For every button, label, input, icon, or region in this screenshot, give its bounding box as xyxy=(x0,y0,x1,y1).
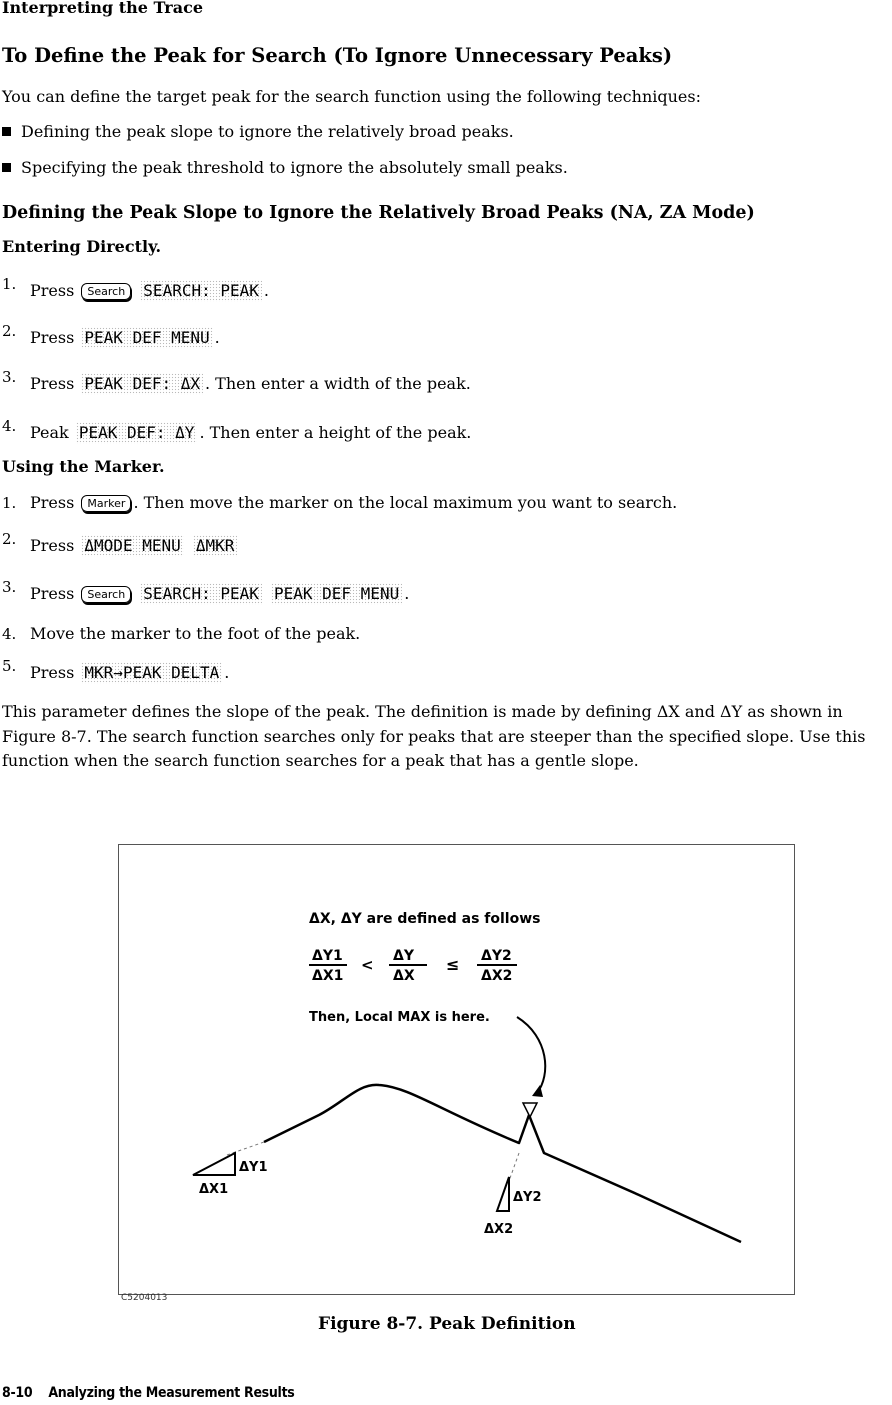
figure-caption: Figure 8-7. Peak Definition xyxy=(318,1314,576,1334)
step-verb: Press xyxy=(30,536,75,555)
slope-triangle-1 xyxy=(193,1153,235,1175)
step-number: 4. xyxy=(2,625,17,643)
search-hardkey: Search xyxy=(81,586,131,603)
step-number: 1. xyxy=(2,275,17,293)
step-verb: Press xyxy=(30,281,75,300)
bullet-text: Specifying the peak threshold to ignore the absolutely small peaks. xyxy=(21,158,568,177)
step-tail: . Then enter a height of the peak. xyxy=(199,423,472,442)
section-title: To Define the Peak for Search (To Ignore Unnecessary Peaks) xyxy=(2,44,673,67)
step-verb: Press xyxy=(30,493,75,512)
subsection-title: Defining the Peak Slope to Ignore the Relatively Broad Peaks (NA, ZA Mode) xyxy=(2,203,755,223)
figure-frame xyxy=(118,844,795,1295)
page-number: 8-10 xyxy=(2,1385,33,1401)
step-tail: . Then enter a width of the peak. xyxy=(205,374,471,393)
step-verb: Press xyxy=(30,328,75,347)
step-item xyxy=(2,368,471,395)
step-item xyxy=(2,578,410,605)
step-number: 4. xyxy=(2,417,17,435)
step-verb: Press xyxy=(30,374,75,393)
intro-text: You can define the target peak for the search function using the following techniques: xyxy=(2,87,701,106)
peak-definition-diagram xyxy=(119,845,794,1294)
step-number: 1. xyxy=(2,494,17,512)
softkey-peak-def-dx: PEAK DEF: ΔX xyxy=(81,373,203,395)
softkey-peak-def-menu: PEAK DEF MENU xyxy=(81,327,212,349)
softkey-delta-mkr: ΔMKR xyxy=(193,535,238,557)
figure-id: C5204013 xyxy=(121,1293,168,1303)
step-number: 2. xyxy=(2,530,17,548)
step-number: 3. xyxy=(2,578,17,596)
slope-extension-dashed xyxy=(509,1153,519,1181)
slope-extension-dashed xyxy=(227,1142,264,1155)
callout-text: Then, Local MAX is here. xyxy=(309,1010,490,1025)
trace-line xyxy=(264,1085,741,1242)
slope-triangle-2 xyxy=(497,1177,509,1211)
step-verb: Press xyxy=(30,663,75,682)
bullet-square-icon xyxy=(2,127,11,136)
step-tail: . Then move the marker on the local maximum you want to search. xyxy=(133,493,678,512)
fraction-dy2: ΔY2 xyxy=(481,948,512,964)
step-text: Move the marker to the foot of the peak. xyxy=(30,624,361,643)
fraction-dx: ΔX xyxy=(393,968,415,984)
step-verb: Peak xyxy=(30,423,69,442)
softkey-mkr-peak-delta: MKR→PEAK DELTA xyxy=(81,662,222,684)
label-dx2: ΔX2 xyxy=(484,1222,514,1237)
step-item xyxy=(2,624,360,643)
bullet-square-icon xyxy=(2,163,11,172)
softkey-search-peak: SEARCH: PEAK xyxy=(140,583,262,605)
step-item xyxy=(2,322,220,349)
marker-triangle-icon xyxy=(523,1103,537,1117)
less-than-sign: < xyxy=(361,956,374,974)
callout-arrow xyxy=(517,1017,545,1093)
softkey-peak-def-menu: PEAK DEF MENU xyxy=(271,583,402,605)
step-number: 3. xyxy=(2,368,17,386)
fraction-dy1: ΔY1 xyxy=(312,948,343,964)
step-tail: . xyxy=(224,663,230,682)
step-item xyxy=(2,493,677,512)
running-head: Interpreting the Trace xyxy=(2,0,204,17)
step-tail: . xyxy=(214,328,220,347)
fraction-dy: ΔY xyxy=(393,948,414,964)
step-item xyxy=(2,530,239,557)
less-equal-sign: ≤ xyxy=(446,955,460,974)
step-verb: Press xyxy=(30,584,75,603)
using-marker-heading: Using the Marker. xyxy=(2,457,165,476)
step-item xyxy=(2,657,230,684)
label-dx1: ΔX1 xyxy=(199,1182,229,1197)
figure-heading: ΔX, ΔY are defined as follows xyxy=(309,911,541,927)
footer-title: Analyzing the Measurement Results xyxy=(48,1385,295,1401)
label-dy1: ΔY1 xyxy=(239,1160,268,1175)
softkey-peak-def-dy: PEAK DEF: ΔY xyxy=(76,422,198,444)
step-item xyxy=(2,275,269,302)
step-number: 2. xyxy=(2,322,17,340)
bullet-item xyxy=(2,122,514,141)
label-dy2: ΔY2 xyxy=(513,1190,542,1205)
marker-hardkey: Marker xyxy=(81,495,131,512)
body-paragraph: This parameter defines the slope of the peak. The definition is made by defining ΔX and ΔY as shown in Figure 8-7. The search function searches only for peaks that are steeper than the specified slope. Use this function when the search function searches for a peak that has a gentle slope. xyxy=(2,702,866,770)
fraction-dx2: ΔX2 xyxy=(481,968,513,984)
step-item xyxy=(2,417,472,444)
fraction-dx1: ΔX1 xyxy=(312,968,344,984)
search-hardkey: Search xyxy=(81,283,131,300)
bullet-item xyxy=(2,158,568,177)
bullet-text: Defining the peak slope to ignore the relatively broad peaks. xyxy=(21,122,514,141)
step-number: 5. xyxy=(2,657,17,675)
page-footer xyxy=(2,1385,295,1401)
softkey-search-peak: SEARCH: PEAK xyxy=(140,280,262,302)
entering-directly-heading: Entering Directly. xyxy=(2,237,162,256)
step-tail: . xyxy=(263,281,269,300)
step-tail: . xyxy=(404,584,410,603)
softkey-delta-mode-menu: ΔMODE MENU xyxy=(81,535,183,557)
